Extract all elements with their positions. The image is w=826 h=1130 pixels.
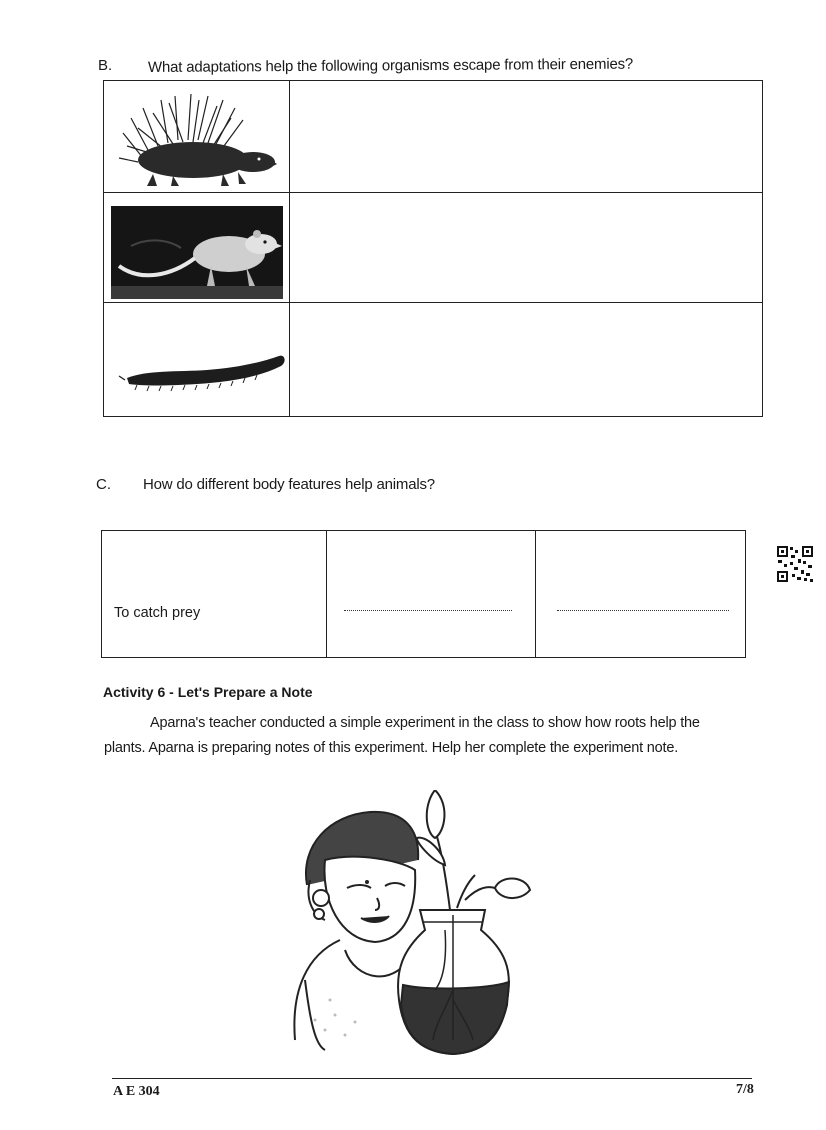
adaptations-table	[103, 80, 763, 417]
answer-cell-1[interactable]	[293, 84, 755, 188]
table-row	[103, 80, 763, 192]
activity-paragraph-line-2: plants. Aparna is preparing notes of this experiment. Help her complete the experiment note.	[104, 740, 679, 756]
table-row	[103, 192, 763, 302]
section-c-question: How do different body features help animals?	[143, 476, 435, 493]
page-number: 7/8	[736, 1082, 754, 1097]
body-features-table	[101, 530, 746, 658]
row-label-catch-prey: To catch prey	[114, 605, 201, 621]
table-row	[103, 302, 763, 417]
blank-answer-2[interactable]	[557, 610, 729, 611]
exam-code: A E 304	[113, 1084, 160, 1099]
girl-with-plant-in-jar-icon	[285, 790, 535, 1060]
section-b-question: What adaptations help the following organisms escape from their enemies?	[147, 55, 634, 76]
millipede-icon	[117, 342, 287, 392]
activity-paragraph-line-1: Aparna's teacher conducted a simple experiment in the class to show how roots help the	[150, 715, 700, 731]
section-b-letter: B.	[98, 57, 113, 74]
opossum-icon	[111, 206, 283, 299]
qr-code-icon	[776, 545, 814, 583]
answer-cell-2[interactable]	[293, 196, 755, 298]
activity-title: Activity 6 - Let's Prepare a Note	[103, 684, 313, 700]
porcupine-icon	[113, 88, 278, 188]
section-c-letter: C.	[96, 476, 111, 493]
footer-rule	[112, 1078, 752, 1079]
answer-cell-3[interactable]	[293, 306, 755, 412]
blank-answer-1[interactable]	[344, 610, 512, 611]
